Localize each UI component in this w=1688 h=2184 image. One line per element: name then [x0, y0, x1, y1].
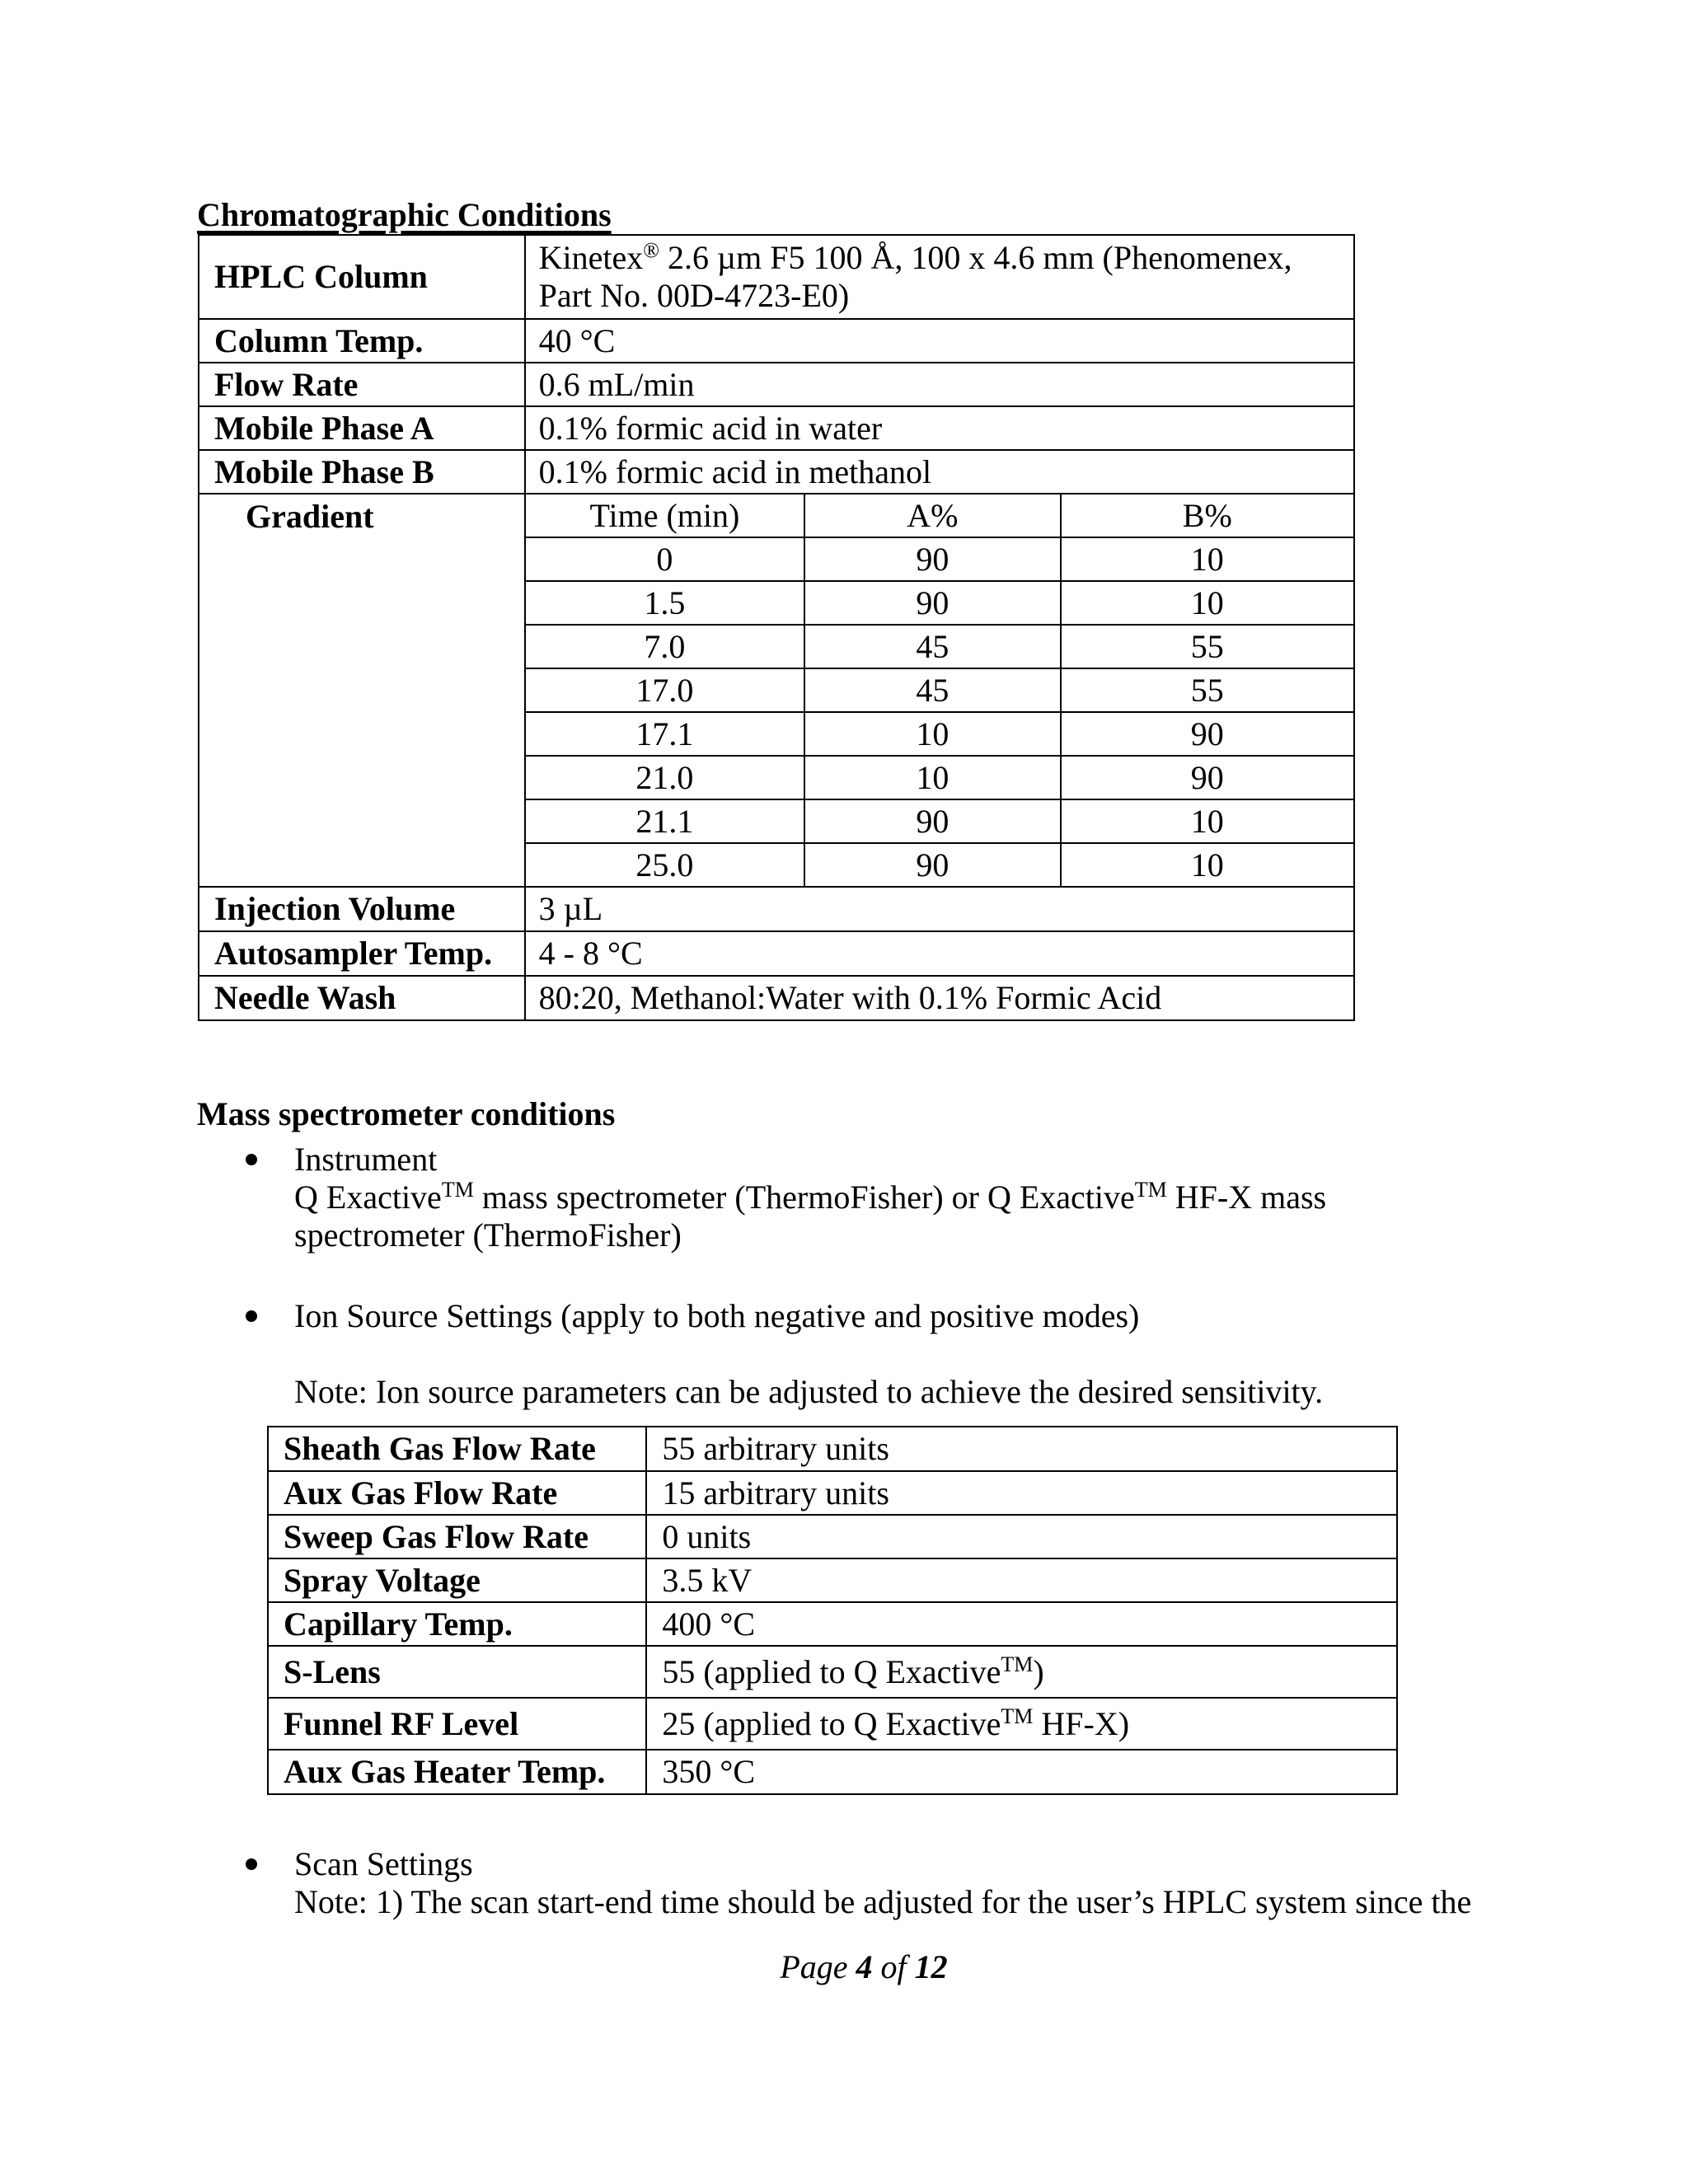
bullet-icon [246, 1310, 257, 1322]
row-label: Capillary Temp. [268, 1602, 646, 1646]
value-text: 25 (applied to Q Exactive [662, 1704, 1001, 1742]
row-value: 4 - 8 °C [525, 931, 1354, 976]
row-label: Column Temp. [199, 319, 525, 363]
row-label: Mobile Phase A [199, 406, 525, 450]
gradient-time: 17.0 [525, 668, 804, 712]
row-label: S-Lens [268, 1646, 646, 1698]
value-text: 2.6 µm F5 100 Å, 100 x 4.6 mm (Phenomenex, [659, 239, 1292, 276]
instrument-line2: spectrometer (ThermoFisher) [294, 1216, 682, 1254]
row-value: 40 °C [525, 319, 1354, 363]
scan-note: Note: 1) The scan start-end time should be adjusted for the user’s HPLC system since the [294, 1883, 1472, 1920]
table-row [268, 1602, 1397, 1646]
gradient-time: 0 [525, 537, 804, 581]
table-row [268, 1646, 1397, 1698]
scan-title: Scan Settings [294, 1845, 473, 1882]
row-label: Aux Gas Flow Rate [268, 1471, 646, 1515]
trademark-mark: TM [1001, 1704, 1034, 1728]
value-text: HF-X) [1033, 1704, 1130, 1742]
row-label: Aux Gas Heater Temp. [268, 1750, 646, 1794]
trademark-mark: TM [1001, 1652, 1034, 1676]
row-value: 55 arbitrary units [646, 1427, 1397, 1471]
gradient-header: A% [804, 494, 1060, 537]
row-label: Injection Volume [199, 887, 525, 931]
gradient-b: 90 [1061, 756, 1354, 799]
row-label: Sweep Gas Flow Rate [268, 1515, 646, 1558]
registered-mark: ® [643, 238, 660, 262]
gradient-a: 90 [804, 843, 1060, 887]
row-value: 0.1% formic acid in methanol [525, 450, 1354, 494]
gradient-b: 10 [1061, 537, 1354, 581]
gradient-time: 7.0 [525, 625, 804, 668]
row-value: 0 units [646, 1515, 1397, 1558]
instrument-title: Instrument [294, 1141, 438, 1178]
row-value [646, 1698, 1397, 1750]
gradient-b: 55 [1061, 668, 1354, 712]
row-label: Needle Wash [199, 976, 525, 1020]
page-word: Page [780, 1948, 856, 1985]
gradient-b: 10 [1061, 581, 1354, 625]
table-row [268, 1515, 1397, 1558]
row-value: 15 arbitrary units [646, 1471, 1397, 1515]
row-value: 400 °C [646, 1602, 1397, 1646]
row-value: 80:20, Methanol:Water with 0.1% Formic Acid [525, 976, 1354, 1020]
trademark-mark: TM [441, 1178, 474, 1202]
gradient-b: 55 [1061, 625, 1354, 668]
gradient-b: 10 [1061, 843, 1354, 887]
hplc-column-value [525, 235, 1354, 319]
table-row [199, 363, 1354, 406]
gradient-a: 10 [804, 712, 1060, 756]
table-row [199, 235, 1354, 319]
ion-source-table [267, 1426, 1398, 1795]
row-label: HPLC Column [199, 235, 525, 319]
row-value: 3 µL [525, 887, 1354, 931]
row-value: 0.1% formic acid in water [525, 406, 1354, 450]
row-label: Spray Voltage [268, 1558, 646, 1602]
gradient-a: 90 [804, 537, 1060, 581]
chromatographic-conditions-table [198, 234, 1355, 1021]
row-value [646, 1646, 1397, 1698]
trademark-mark: TM [1134, 1178, 1167, 1202]
page-current: 4 [856, 1948, 873, 1985]
page-total: 12 [914, 1948, 948, 1985]
chromatographic-heading: Chromatographic Conditions [197, 196, 612, 233]
page-number [0, 1947, 1688, 1988]
table-row [199, 976, 1354, 1020]
table-row [199, 887, 1354, 931]
gradient-a: 45 [804, 625, 1060, 668]
gradient-b: 10 [1061, 799, 1354, 843]
table-row [199, 406, 1354, 450]
ion-source-note: Note: Ion source parameters can be adjusted to achieve the desired sensitivity. [294, 1373, 1324, 1410]
gradient-time: 21.0 [525, 756, 804, 799]
table-row [199, 319, 1354, 363]
instrument-text: HF-X mass [1166, 1179, 1327, 1216]
instrument-text: Q Exactive [294, 1179, 442, 1216]
gradient-time: 21.1 [525, 799, 804, 843]
gradient-time: 25.0 [525, 843, 804, 887]
table-row [268, 1750, 1397, 1794]
instrument-text: mass spectrometer (ThermoFisher) or Q Exactive [473, 1179, 1135, 1216]
gradient-time: 17.1 [525, 712, 804, 756]
bullet-icon [246, 1858, 257, 1870]
row-value: 350 °C [646, 1750, 1397, 1794]
instrument-line [294, 1177, 1326, 1218]
gradient-a: 45 [804, 668, 1060, 712]
value-text: 55 (applied to Q Exactive [662, 1652, 1001, 1690]
row-label: Flow Rate [199, 363, 525, 406]
value-text: ) [1033, 1652, 1044, 1690]
table-row [268, 1427, 1397, 1471]
row-value: 3.5 kV [646, 1558, 1397, 1602]
row-label: Funnel RF Level [268, 1698, 646, 1750]
table-row [199, 450, 1354, 494]
row-label: Mobile Phase B [199, 450, 525, 494]
row-label: Sheath Gas Flow Rate [268, 1427, 646, 1471]
bullet-icon [246, 1154, 257, 1165]
row-value: 0.6 mL/min [525, 363, 1354, 406]
gradient-b: 90 [1061, 712, 1354, 756]
ion-source-title: Ion Source Settings (apply to both negative and positive modes) [294, 1297, 1140, 1334]
gradient-a: 10 [804, 756, 1060, 799]
row-label: Autosampler Temp. [199, 931, 525, 976]
of-word: of [872, 1948, 915, 1985]
gradient-a: 90 [804, 799, 1060, 843]
value-text: Part No. 00D-4723-E0) [538, 277, 850, 314]
table-row [268, 1558, 1397, 1602]
gradient-label: Gradient [199, 494, 525, 887]
gradient-time: 1.5 [525, 581, 804, 625]
value-text: Kinetex [538, 239, 644, 276]
mass-spec-heading: Mass spectrometer conditions [197, 1095, 616, 1132]
table-row [199, 931, 1354, 976]
gradient-a: 90 [804, 581, 1060, 625]
gradient-header: Time (min) [525, 494, 804, 537]
table-row [268, 1698, 1397, 1750]
gradient-header-row [199, 494, 1354, 537]
table-row [268, 1471, 1397, 1515]
gradient-header: B% [1061, 494, 1354, 537]
